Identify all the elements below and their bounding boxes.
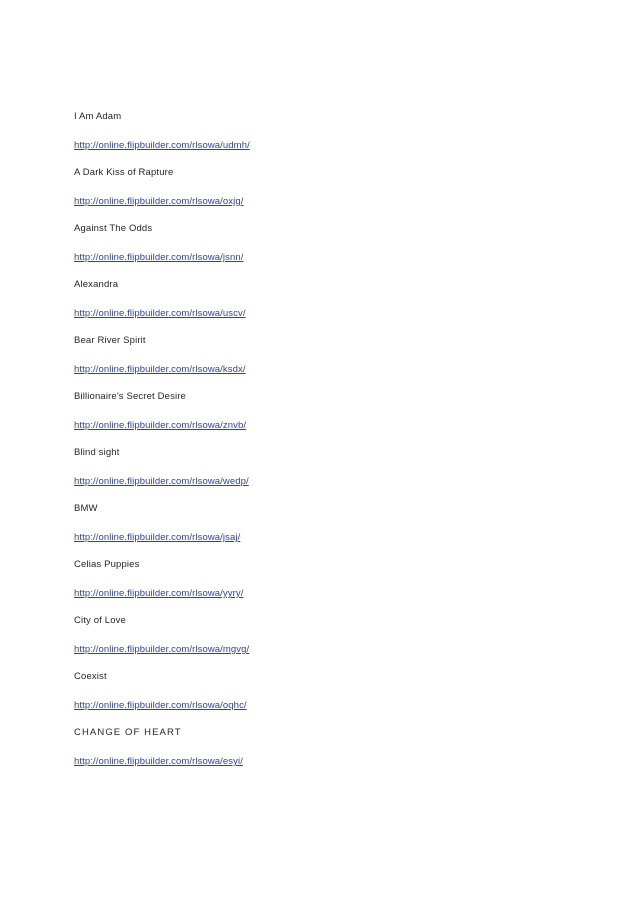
entry-link[interactable]: http://online.flipbuilder.com/rlsowa/ksdx/ bbox=[74, 364, 246, 375]
entry-title: City of Love bbox=[74, 615, 126, 626]
list-item bbox=[74, 222, 562, 265]
list-item bbox=[74, 614, 562, 657]
entry-title: Billionaire's Secret Desire bbox=[74, 391, 186, 402]
entry-title: Bear River Spirit bbox=[74, 335, 146, 346]
list-item bbox=[74, 278, 562, 321]
list-item bbox=[74, 166, 562, 209]
list-item bbox=[74, 670, 562, 713]
entry-link[interactable]: http://online.flipbuilder.com/rlsowa/mgvg/ bbox=[74, 644, 250, 655]
entry-link[interactable]: http://online.flipbuilder.com/rlsowa/oqhc/ bbox=[74, 700, 247, 711]
entry-title: A Dark Kiss of Rapture bbox=[74, 167, 174, 178]
entry-link[interactable]: http://online.flipbuilder.com/rlsowa/jsaj/ bbox=[74, 532, 241, 543]
entry-title: CHANGE OF HEART bbox=[74, 727, 182, 738]
entry-link-line bbox=[74, 249, 562, 265]
entry-link-line bbox=[74, 361, 562, 377]
list-item bbox=[74, 390, 562, 433]
entry-link[interactable]: http://online.flipbuilder.com/rlsowa/wedp/ bbox=[74, 476, 249, 487]
entry-link[interactable]: http://online.flipbuilder.com/rlsowa/uscv/ bbox=[74, 308, 246, 319]
entry-link[interactable]: http://online.flipbuilder.com/rlsowa/jsnn/ bbox=[74, 252, 244, 263]
entry-link-line bbox=[74, 697, 562, 713]
entry-link-line bbox=[74, 193, 562, 209]
entry-link[interactable]: http://online.flipbuilder.com/rlsowa/esyi/ bbox=[74, 756, 243, 767]
entry-title: Against The Odds bbox=[74, 223, 153, 234]
entry-link-line bbox=[74, 417, 562, 433]
entry-link-line bbox=[74, 585, 562, 601]
list-item bbox=[74, 726, 562, 769]
entry-link-line bbox=[74, 529, 562, 545]
entry-link[interactable]: http://online.flipbuilder.com/rlsowa/udmh/ bbox=[74, 140, 250, 151]
entry-title: Celias Puppies bbox=[74, 559, 140, 570]
link-list bbox=[74, 110, 562, 769]
entry-link[interactable]: http://online.flipbuilder.com/rlsowa/oxjg/ bbox=[74, 196, 244, 207]
list-item bbox=[74, 558, 562, 601]
entry-link[interactable]: http://online.flipbuilder.com/rlsowa/yyry/ bbox=[74, 588, 244, 599]
entry-link-line bbox=[74, 641, 562, 657]
list-item bbox=[74, 446, 562, 489]
list-item bbox=[74, 334, 562, 377]
entry-title: Blind sight bbox=[74, 447, 120, 458]
entry-link-line bbox=[74, 137, 562, 153]
entry-title: Coexist bbox=[74, 671, 107, 682]
entry-title: I Am Adam bbox=[74, 111, 122, 122]
list-item bbox=[74, 110, 562, 153]
entry-link-line bbox=[74, 473, 562, 489]
entry-link-line bbox=[74, 753, 562, 769]
list-item bbox=[74, 502, 562, 545]
entry-title: BMW bbox=[74, 503, 98, 514]
entry-link[interactable]: http://online.flipbuilder.com/rlsowa/znvb/ bbox=[74, 420, 247, 431]
entry-title: Alexandra bbox=[74, 279, 119, 290]
entry-link-line bbox=[74, 305, 562, 321]
